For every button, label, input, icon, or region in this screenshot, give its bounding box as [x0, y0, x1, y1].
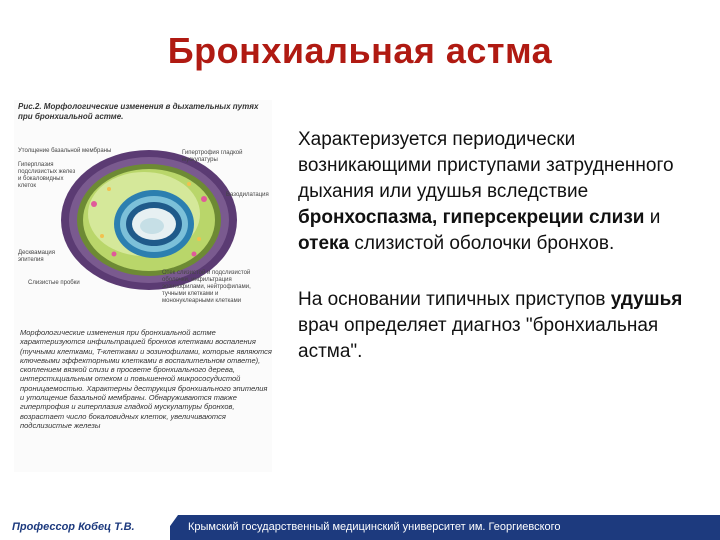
- text-run: врач определяет диагноз "бронхиальная астма".: [298, 315, 659, 362]
- label-epithelium-desquamation: Десквамация эпителия: [18, 250, 55, 263]
- label-vasodilation: Вазодилатация: [226, 192, 269, 198]
- figure-description: Морфологические изменения при бронхиальной астме характеризуются инфильтрацией бронхов клетками воспаления (тучными клетками, T-клетками и эозинофилами, которые являются ключевыми эффекторными клетками в воспалительном ответе), скоплением вязкой слизи в просвете бронхиального дерева, интерстициальным отеком и повышенной микрососудистой проницаемостью. Характерны деструкция бронхиального эпителия и утолщение базальной мембраны. Обнаруживаются также гипертрофия и гиперплазия гладкой мускулатуры бронхов, возрастает число бокаловидных клеток, увеличиваются подслизистые железы: [20, 328, 272, 430]
- main-content: [298, 127, 710, 395]
- bold-term-bronchospasm: бронхоспазма,: [298, 207, 438, 228]
- footer-divider: [160, 515, 178, 540]
- footer-university: Крымский государственный медицинский университет им. Георгиевского: [188, 521, 561, 533]
- label-mucus-plugs: Слизистые пробки: [28, 280, 80, 286]
- slide-title: Бронхиальная астма: [167, 30, 553, 71]
- bronchus-figure: [14, 100, 272, 472]
- paragraph-definition: [298, 127, 710, 257]
- text-run: На основании типичных приступов: [298, 289, 611, 310]
- label-smooth-muscle: Гипертрофия гладкой мускулатуры: [182, 150, 243, 163]
- label-gland-hyperplasia: Гиперплазия подслизистых желез и бокаловидных клеток: [18, 162, 76, 189]
- text-run: Характеризуется периодически возникающими приступами затрудненного дыхания или удушья вследствие: [298, 129, 674, 202]
- label-edema: Отек слизистой и подслизистой оболочки, инфильтрация эозинофилами, нейтрофилами, тучными клетками и мононуклеарными клетками: [162, 270, 251, 304]
- paragraph-diagnosis: [298, 287, 710, 365]
- footer-bar: [0, 515, 720, 540]
- bold-term-edema: отека: [298, 233, 350, 254]
- footer-author: Профессор Кобец Т.В.: [0, 515, 170, 540]
- bold-term-mucus-hypersecretion: гиперсекреции слизи: [442, 207, 645, 228]
- text-run: и: [644, 207, 661, 228]
- label-basal-membrane: Утолщение базальной мембраны: [18, 148, 112, 154]
- bold-term-suffocation: удушья: [610, 289, 683, 310]
- figure-caption: Рис.2. Морфологические изменения в дыхательных путях при бронхиальной астме.: [18, 102, 259, 121]
- text-run: слизистой оболочки бронхов.: [349, 233, 615, 254]
